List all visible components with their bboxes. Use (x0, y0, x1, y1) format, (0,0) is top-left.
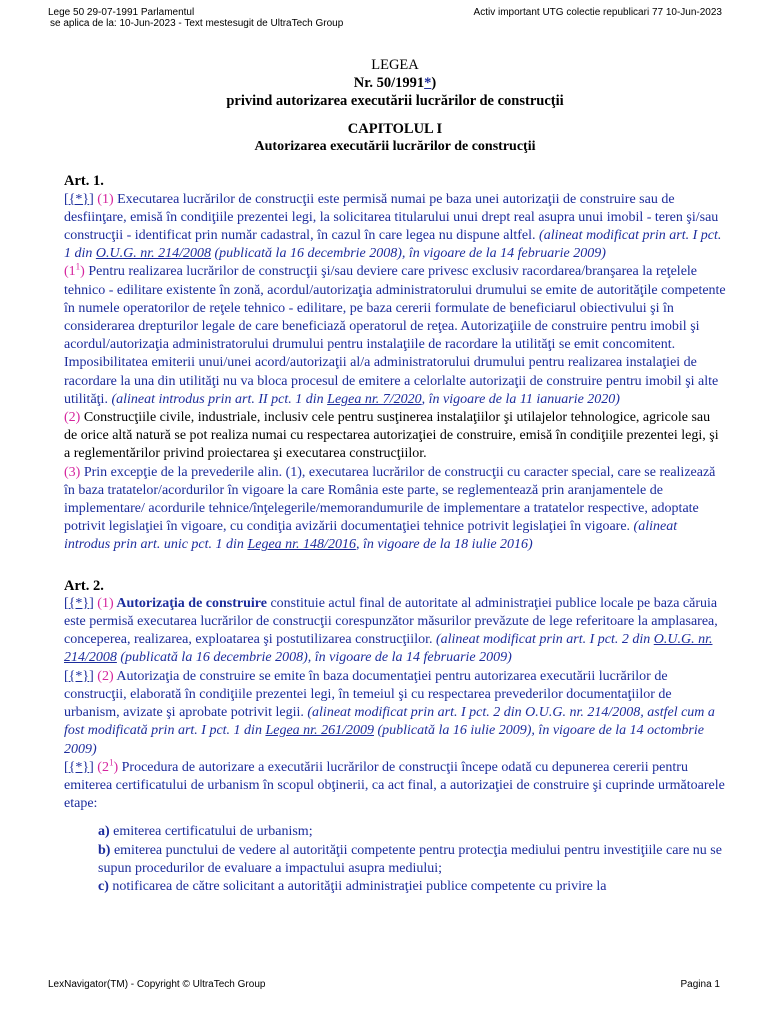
paragraph-number: $(2^1)$ (97, 757, 119, 775)
paragraph-number: (2) (64, 410, 81, 426)
law-reference-link[interactable]: Legea nr. 7/2020 (327, 391, 422, 407)
law-title (64, 56, 726, 110)
page-footer-copyright: LexNavigator(TM) - Copyright © UltraTech Group (48, 979, 266, 990)
title-footnote-link[interactable]: * (424, 75, 432, 91)
amendment-link[interactable]: {*} (68, 759, 90, 775)
list-item: b) emiterea punctului de vedere al autorităţii competente pentru protecţia mediului pentru investiţiile care nu se supun procedurilor de evaluare a impactului asupra mediului; (98, 842, 722, 876)
art2-paragraph-1: [{*}] (1) Autorizaţia de construire constituie actul final de autoritate al administraţiei publice locale pe baza căruia este permisă executarea lucrărilor de construcţii corespunzător măsurilor prevăzute de lege referitoare la amplasarea, conceperea, realizarea, exploatarea şi postutilizarea construcţiilor. (alineat modificat prin art. I pct. 2 din O.U.G. nr. 214/2008 (publicată la 16 decembrie 2008), în vigoare de la 14 februarie 2009) (64, 595, 718, 666)
amendment-link[interactable]: {*} (68, 191, 90, 207)
list-item: a) emiterea certificatului de urbanism; (98, 824, 313, 840)
chapter-label: CAPITOLUL I (347, 121, 443, 137)
procedure-steps-list (98, 823, 726, 896)
page-header-right: Activ important UTG colectie republicari 77 10-Jun-2023 (473, 7, 722, 18)
article-1-heading: Art. 1. (64, 173, 104, 190)
title-subject: privind autorizarea executării lucrărilor de construcţii (226, 93, 564, 109)
art1-paragraph-1: [{*}] (1) Executarea lucrărilor de construcţii este permisă numai pe baza unei autorizaţii de construire sau de desfiinţare, emisă în condiţiile prezentei legi, la solicitarea titularului unui drept real asupra unui imobil - teren şi/sau construcţii - identificat prin număr cadastral, în cazul în care legea nu dispune altfel. (alineat modificat prin art. I pct. 1 din O.U.G. nr. 214/2008 (publicată la 16 decembrie 2008), în vigoare de la 14 februarie 2009) (64, 191, 722, 262)
art1-paragraph-3: (3) Prin excepţie de la prevederile alin. (1), executarea lucrărilor de construcţii cu caracter special, care se realizează în baza tratatelor/acordurilor în vigoare la care România este parte, se reglementează prin aranjamentele de implementare/ acordurile tehnice/înţelegerile/memorandumurile de implementare a tratatelor respective, adoptate potrivit legislaţiei în vigoare, cu condiţia avizării documentaţiei tehnice potrivit legislaţiei în vigoare. (alineat introdus prin art. unic pct. 1 din Legea nr. 148/2016, în vigoare de la 18 iulie 2016) (64, 464, 716, 553)
page-header-left (48, 7, 343, 29)
header-law-line: Lege 50 29-07-1991 Parlamentul (48, 7, 195, 18)
title-line1: LEGEA (371, 57, 419, 73)
paragraph-number: (2) (97, 668, 114, 684)
amendment-link[interactable]: {*} (68, 668, 90, 684)
list-item: c) notificarea de către solicitant a autorităţii administraţiei publice competente cu privire la (98, 878, 607, 894)
paragraph-number: (3) (64, 464, 81, 480)
amendment-link[interactable]: {*} (68, 595, 90, 611)
art1-paragraph-1-1: $(1^1)$ Pentru realizarea lucrărilor de construcţii şi/sau deviere care privesc exclusiv racordarea/branşarea la reţelele tehnico - edilitare existente în zonă, acordul/autorizaţia administratorului drumului se emite de autorităţile competente în numele operatorilor de reţele tehnico - edilitare, pe baza cererii formulate de beneficiarul obiectivului şi în considerarea drepturilor legale de care beneficiază operatorul de reţea. Autorizaţiile de construire pentru imobil şi acordul/autorizaţia administratorului drumului pentru instalaţiile de racordare la utilităţi se emit concomitent. Imposibilitatea emiterii unui/unei acord/autorizaţii al/a administratorului drumului pentru realizarea instalaţiei de racordare la una din utilităţi nu va bloca procesul de emitere a celorlalte autorizaţii de construire pentru imobil şi alte utilităţi. (alineat introdus prin art. II pct. 1 din Legea nr. 7/2020, în vigoare de la 11 ianuarie 2020) (64, 261, 726, 407)
header-applies-line: se aplica de la: 10-Jun-2023 - Text mestesugit de UltraTech Group (50, 18, 344, 29)
page-number: Pagina 1 (680, 979, 720, 990)
title-number: Nr. 50/1991*) (353, 75, 437, 91)
art2-paragraph-2-1: [{*}] $(2^1)$ Procedura de autorizare a executării lucrărilor de construcţii începe odată cu depunerea cererii pentru emiterea certificatului de urbanism în scopul obţinerii, ca act final, a autorizaţiei de construire şi cuprinde următoarele etape: (64, 757, 725, 812)
paragraph-number: $(1^1)$ (64, 261, 85, 280)
law-reference-link[interactable]: Legea nr. 148/2016 (247, 537, 356, 553)
chapter-title: Autorizarea executării lucrărilor de construcţii (254, 139, 536, 155)
article-2-heading: Art. 2. (64, 577, 104, 594)
law-reference-link[interactable]: O.U.G. nr. 214/2008 (64, 632, 713, 666)
art1-paragraph-2: (2) Construcţiile civile, industriale, inclusiv cele pentru susţinerea instalaţiilor şi utilajelor tehnologice, agricole sau de orice altă natură se pot realiza numai cu respectarea autorizaţiei de construire, emisă în condiţiile prezentei legi, şi a reglementărilor privind proiectarea şi executarea construcţiilor. (64, 410, 719, 462)
chapter-heading (64, 120, 726, 156)
paragraph-number: (1) (97, 595, 114, 611)
document-body (64, 56, 726, 896)
defined-term: Autorizaţia de construire (113, 595, 267, 611)
art2-paragraph-2: [{*}] (2) Autorizaţia de construire se emite în baza documentaţiei pentru autorizarea executării lucrărilor de construcţii, elaborată în condiţiile prezentei legi, în temeiul şi cu respectarea prevederilor documentaţiilor de urbanism, avizate şi aprobate potrivit legii. (alineat modificat prin art. I pct. 2 din O.U.G. nr. 214/2008, astfel cum a fost modificată prin art. I pct. 1 din Legea nr. 261/2009 (publicată la 16 iulie 2009), în vigoare de la 14 octombrie 2009) (64, 668, 715, 757)
law-reference-link[interactable]: Legea nr. 261/2009 (265, 723, 374, 739)
law-reference-link[interactable]: O.U.G. nr. 214/2008 (95, 246, 212, 262)
paragraph-number: (1) (97, 191, 114, 207)
